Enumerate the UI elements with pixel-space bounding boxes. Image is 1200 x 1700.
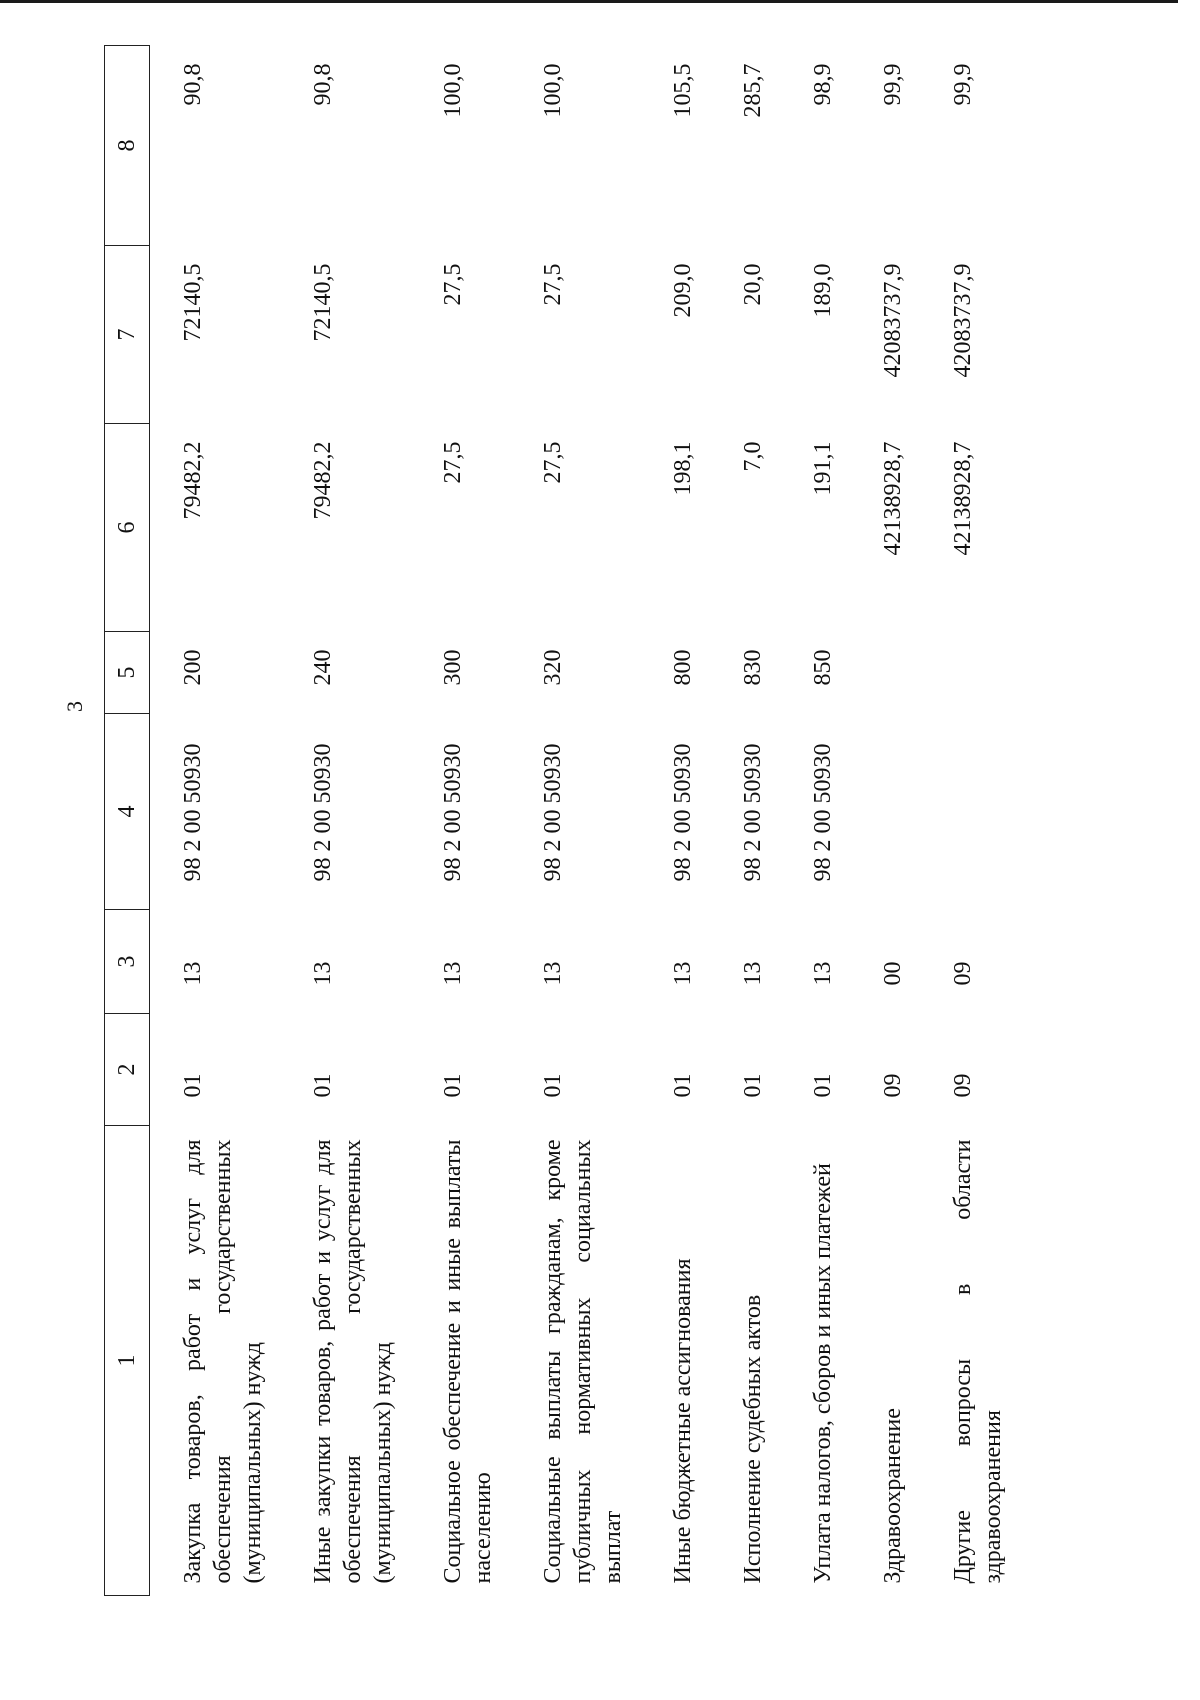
subsection-code: 13 bbox=[810, 961, 836, 986]
table-row bbox=[280, 46, 410, 1596]
planned-amount: 79482,2 bbox=[180, 441, 206, 520]
column-header: 4 bbox=[105, 714, 150, 910]
subsection-code: 13 bbox=[180, 961, 206, 986]
planned-amount: 7,0 bbox=[740, 441, 766, 472]
execution-percent: 99,9 bbox=[880, 63, 906, 106]
planned-amount: 42138928,7 bbox=[950, 441, 976, 556]
column-header: 1 bbox=[105, 1126, 150, 1596]
table-row bbox=[150, 46, 281, 1596]
subsection-code: 13 bbox=[540, 961, 566, 986]
column-header: 7 bbox=[105, 246, 150, 424]
column-number-row bbox=[105, 46, 150, 1596]
row-label: Другие вопросы в области здравоохранения bbox=[950, 1139, 1006, 1584]
section-code: 01 bbox=[810, 1073, 836, 1098]
expense-type-code: 320 bbox=[540, 649, 566, 686]
column-header: 3 bbox=[105, 910, 150, 1014]
row-label: Уплата налогов, сборов и иных платежей bbox=[810, 1163, 836, 1584]
table-row bbox=[410, 46, 510, 1596]
subsection-code: 13 bbox=[740, 961, 766, 986]
table-row bbox=[510, 46, 640, 1596]
execution-percent: 100,0 bbox=[540, 63, 566, 118]
table-row bbox=[920, 46, 1020, 1596]
expense-type-code bbox=[920, 632, 1020, 714]
subsection-code: 00 bbox=[880, 961, 906, 986]
execution-percent: 90,8 bbox=[180, 63, 206, 106]
expense-type-code: 300 bbox=[440, 649, 466, 686]
target-article-code: 98 2 00 50930 bbox=[310, 743, 336, 882]
executed-amount: 27,5 bbox=[440, 263, 466, 306]
section-code: 01 bbox=[310, 1073, 336, 1098]
subsection-code: 13 bbox=[670, 961, 696, 986]
budget-table bbox=[104, 45, 1020, 1596]
column-header: 5 bbox=[105, 632, 150, 714]
expense-type-code: 200 bbox=[180, 649, 206, 686]
target-article-code bbox=[850, 714, 920, 910]
table-row bbox=[640, 46, 710, 1596]
target-article-code: 98 2 00 50930 bbox=[540, 743, 566, 882]
planned-amount: 198,1 bbox=[670, 441, 696, 496]
executed-amount: 42083737,9 bbox=[950, 263, 976, 378]
planned-amount: 42138928,7 bbox=[880, 441, 906, 556]
planned-amount: 191,1 bbox=[810, 441, 836, 496]
target-article-code: 98 2 00 50930 bbox=[740, 743, 766, 882]
column-header: 2 bbox=[105, 1014, 150, 1126]
subsection-code: 13 bbox=[310, 961, 336, 986]
target-article-code: 98 2 00 50930 bbox=[180, 743, 206, 882]
table-row bbox=[780, 46, 850, 1596]
expense-type-code: 850 bbox=[810, 649, 836, 686]
row-label: Социальные выплаты гражданам, кроме публичных нормативных социальных выплат bbox=[540, 1139, 626, 1584]
executed-amount: 27,5 bbox=[540, 263, 566, 306]
expense-type-code: 830 bbox=[740, 649, 766, 686]
row-label: Иные бюджетные ассигнования bbox=[670, 1258, 696, 1584]
table-row bbox=[850, 46, 920, 1596]
planned-amount: 79482,2 bbox=[310, 441, 336, 520]
table-row bbox=[710, 46, 780, 1596]
execution-percent: 90,8 bbox=[310, 63, 336, 106]
expense-type-code: 800 bbox=[670, 649, 696, 686]
column-header: 8 bbox=[105, 46, 150, 246]
executed-amount: 72140,5 bbox=[310, 263, 336, 342]
executed-amount: 20,0 bbox=[740, 263, 766, 306]
section-code: 01 bbox=[740, 1073, 766, 1098]
executed-amount: 72140,5 bbox=[180, 263, 206, 342]
section-code: 09 bbox=[880, 1073, 906, 1098]
executed-amount: 189,0 bbox=[810, 263, 836, 318]
executed-amount: 209,0 bbox=[670, 263, 696, 318]
planned-amount: 27,5 bbox=[540, 441, 566, 484]
row-label: Здравоохранение bbox=[880, 1408, 906, 1584]
row-label: Социальное обеспечение и иные выплаты населению bbox=[440, 1139, 496, 1584]
target-article-code: 98 2 00 50930 bbox=[670, 743, 696, 882]
page-number: 3 bbox=[62, 701, 87, 712]
row-label: Закупка товаров, работ и услуг для обеспечения государственных (муниципальных) нужд bbox=[180, 1139, 266, 1584]
row-label: Иные закупки товаров, работ и услуг для обеспечения государственных (муниципальных) нужд bbox=[310, 1139, 396, 1584]
target-article-code bbox=[920, 714, 1020, 910]
expense-type-code: 240 bbox=[310, 649, 336, 686]
execution-percent: 98,9 bbox=[810, 63, 836, 106]
column-header: 6 bbox=[105, 424, 150, 632]
section-code: 01 bbox=[670, 1073, 696, 1098]
target-article-code: 98 2 00 50930 bbox=[440, 743, 466, 882]
execution-percent: 100,0 bbox=[440, 63, 466, 118]
row-label: Исполнение судебных актов bbox=[740, 1294, 766, 1584]
section-code: 01 bbox=[180, 1073, 206, 1098]
section-code: 01 bbox=[440, 1073, 466, 1098]
execution-percent: 285,7 bbox=[740, 63, 766, 118]
subsection-code: 09 bbox=[950, 961, 976, 986]
execution-percent: 105,5 bbox=[670, 63, 696, 118]
planned-amount: 27,5 bbox=[440, 441, 466, 484]
execution-percent: 99,9 bbox=[950, 63, 976, 106]
expense-type-code bbox=[850, 632, 920, 714]
target-article-code: 98 2 00 50930 bbox=[810, 743, 836, 882]
section-code: 09 bbox=[950, 1073, 976, 1098]
section-code: 01 bbox=[540, 1073, 566, 1098]
subsection-code: 13 bbox=[440, 961, 466, 986]
executed-amount: 42083737,9 bbox=[880, 263, 906, 378]
